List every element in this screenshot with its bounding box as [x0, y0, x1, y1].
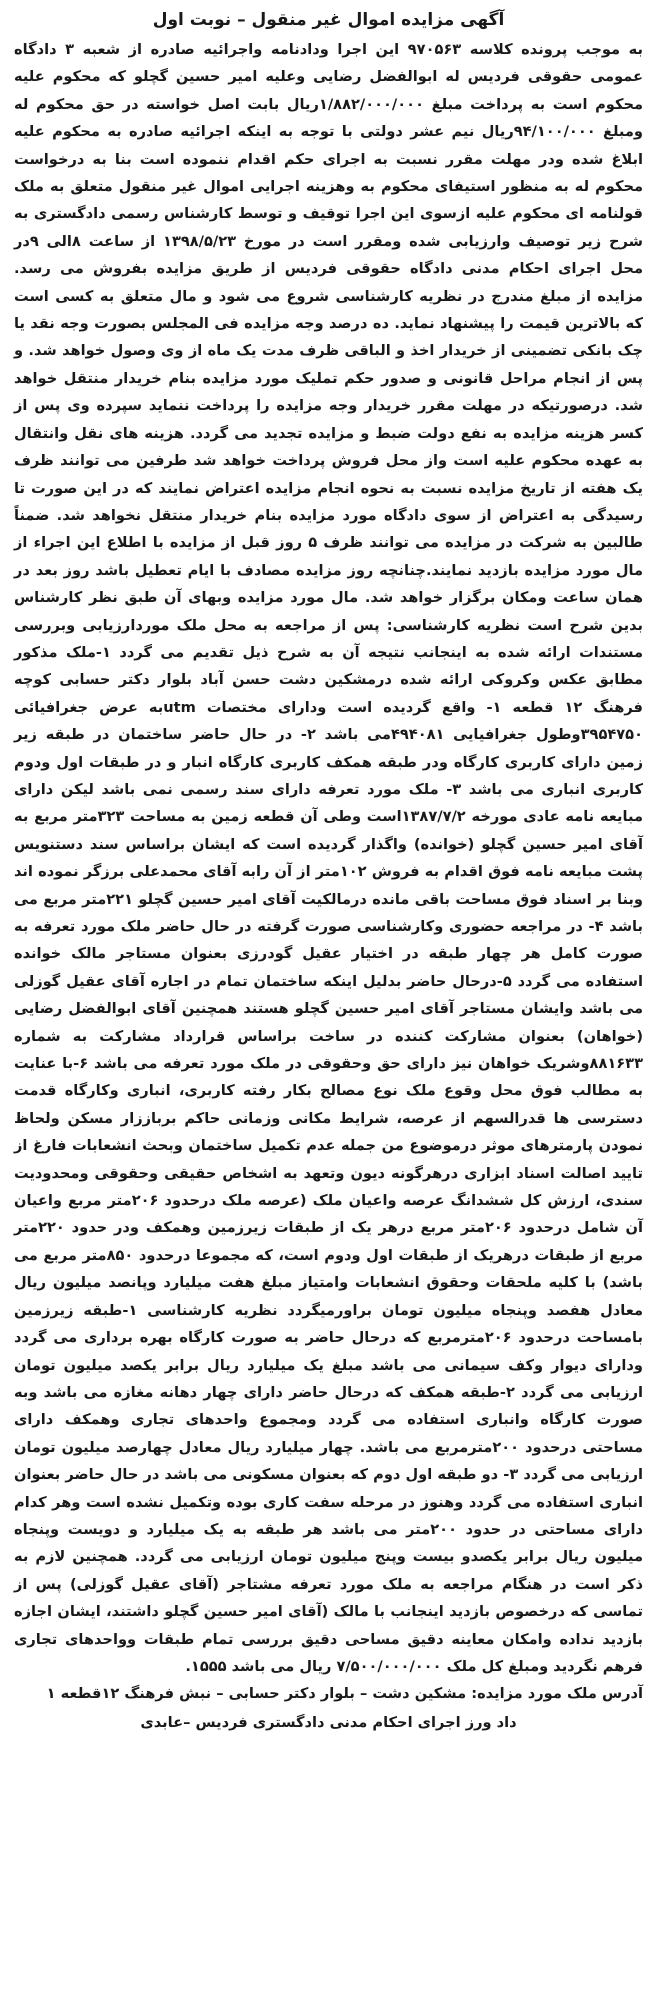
- notice-title: آگهی مزایده اموال غیر منقول – نوبت اول: [152, 10, 505, 30]
- notice-body: [14, 36, 643, 1680]
- notice-body-text: به موجب پرونده کلاسه ۹۷۰۵۶۳ این اجرا ودادنامه واجرائیه صادره از شعبه ۳ دادگاه عمومی حقوقی فردیس له ابوالفضل رضایی وعلیه امیر حسین گچلو که محکوم علیه محکوم است به پرداخت مبلغ ۱/۸۸۲/۰۰۰/۰۰۰ریال بابت اصل خواسته در حق محکوم له ومبلغ ۹۴/۱۰۰/۰۰۰ریال نیم عشر دولتی با توجه به اینکه اجرائیه صادره به محکوم علیه ابلاغ شده ودر مهلت مقرر نسبت به اجرای حکم اقدام ننموده است بنا به درخواست محکوم له به منظور استیفای محکوم به وهزینه اجرایی اموال غیر منقول متعلق به ملک قولنامه ای محکوم علیه ازسوی این اجرا توقیف و توسط کارشناس رسمی دادگستری به شرح زیر توصیف وارزیابی شده ومقرر است در مورخ ۱۳۹۸/۵/۲۳ از ساعت ۸الی ۹در محل اجرای احکام مدنی دادگاه حقوقی فردیس از طریق مزایده بفروش می رسد. مزایده از مبلغ مندرج در نظریه کارشناسی شروع می شود و مال متعلق به کسی است که بالاترین قیمت را پیشنهاد نماید. ده درصد وجه مزایده فی المجلس بصورت وجه نقد یا چک بانکی تضمینی از خریدار اخذ و الباقی ظرف مدت یک ماه از وی وصول خواهد شد. و پس از انجام مراحل قانونی و صدور حکم تملیک مورد مزایده بنام خریدار منتقل خواهد شد. درصورتیکه در مهلت مقرر خریدار وجه مزایده را پرداخت ننماید سپرده وی پس از کسر هزینه مزایده به نفع دولت ضبط و مزایده تجدید می گردد. هزینه های نقل وانتقال به عهده محکوم علیه است واز محل فروش پرداخت خواهد شد طرفین می توانند ظرف یک هفته از تاریخ مزایده نسبت به نحوه انجام مزایده اعتراض نمایند که در این صورت تا رسیدگی به اعتراض از سوی دادگاه مورد مزایده بنام خریدار منتقل نخواهد شد. ضمناً طالبین به شرکت در مزایده می توانند ظرف ۵ روز قبل از مزایده با اطلاع این اجراء از مال مورد مزایده بازدید نمایند.چنانچه روز مزایده مصادف با ایام تعطیل باشد روز بعد در همان ساعت ومکان برگزار خواهد شد. مال مورد مزایده وبهای آن طبق نظر کارشناس بدین شرح است نظریه کارشناسی: پس از مراجعه به محل ملک موردارزیابی وبررسی مستندات ارائه شده به اینجانب نتیجه آن به شرح ذیل تقدیم می گردد ۱-ملک مذکور مطابق عکس وکروکی ارائه شده درمشکین دشت حسن آباد بلوار دکتر حسابی کوچه فرهنگ ۱۲ قطعه ۱- واقع گردیده است ودارای مختصات utmبه عرض جغرافیائی ۳۹۵۴۷۵۰وطول جغرافیایی ۴۹۴۰۸۱می باشد ۲- در حال حاضر ساختمان در طبقه زیر زمین دارای کاربری کارگاه ودر طبقه همکف کاربری کارگاه انبار و در طبقات اول ودوم کاربری انباری می باشد ۳- ملک مورد تعرفه دارای سند رسمی نمی باشد لیکن دارای مبایعه نامه عادی مورخه ۱۳۸۷/۷/۲است وطی آن قطعه زمین به مساحت ۳۲۳متر مربع به آقای امیر حسین گچلو (خوانده) واگذار گردیده است که ایشان براساس سند دستنویس پشت مبایعه نامه فوق اقدام به فروش ۱۰۲متر از آن رابه آقای محمدعلی برزگر نموده اند وبنا بر اسناد فوق مساحت باقی مانده درمالکیت آقای امیر حسین گچلو ۲۲۱متر مربع می باشد ۴- در مراجعه حضوری وکارشناسی صورت گرفته در حال حاضر ملک مورد تعرفه به صورت کامل هر چهار طبقه در اختیار عقیل گودرزی بعنوان مستاجر مالک خوانده استفاده می گردد ۵-درحال حاضر بدلیل اینکه ساختمان تمام در اجاره آقای عقیل گوزلی می باشد وایشان مستاجر آقای امیر حسین گچلو هستند همچنین آقای ابوالفضل رضایی (خواهان) بعنوان مشارکت کننده در ساخت براساس قرارداد مشارکت به شماره ۸۸۱۶۳۳وشریک خواهان نیز دارای حق وحقوقی در ملک مورد تعرفه می باشد ۶-با عنایت به مطالب فوق محل وقوع ملک نوع مصالح بکار رفته کاربری، انباری وکارگاه قدمت دسترسی ها قدرالسهم از عرصه، شرایط مکانی وزمانی حاکم برباززار مسکن ولحاظ نمودن پارمترهای موثر درموضوع من جمله عدم تکمیل ساختمان وبحث انشعابات فارغ از تایید اصالت اسناد ابزاری درهرگونه دیون وتعهد به اشخاص حقیقی وحقوقی ومحدودیت سندی، ارزش کل ششدانگ عرصه واعیان ملک (عرصه ملک درحدود ۲۰۶متر مربع واعیان آن شامل درحدود ۲۰۶متر مربع درهر یک از طبقات زیرزمین وهمکف ودر حدود ۲۲۰متر مربع از طبقات درهریک از طبقات اول ودوم است، که مجموعا درحدود ۸۵۰متر مربع می باشد) با کلیه ملحقات وحقوق انشعابات وامتیاز مبلغ هفت میلیارد وپانصد میلیون ریال معادل هفصد وپنجاه میلیون تومان براورمیگردد نظریه کارشناسی ۱-طبقه زیرزمین بامساحت درحدود ۲۰۶مترمربع که درحال حاضر به صورت کارگاه بهره برداری می گردد ودارای دیوار وکف سیمانی می باشد مبلغ یک میلیارد ریال برابر یکصد میلیون تومان ارزیابی می گردد ۲-طبقه همکف که درحال حاضر دارای چهار دهانه مغازه می باشد وبه صورت کارگاه وانباری استفاده می گردد ومجموع واحدهای تجاری وهمکف دارای مساحتی درحدود ۲۰۰مترمربع می باشد. چهار میلیارد ریال معادل چهارصد میلیون تومان ارزیابی می گردد ۳- دو طبقه اول دوم که بعنوان مسکونی می باشد در حال حاضر بعنوان انباری استفاده می گردد وهنوز در مرحله سفت کاری بوده وتکمیل نشده است وهر کدام دارای مساحتی در حدود ۲۰۰متر می باشد هر طبقه به یک میلیارد و دویست وپنجاه میلیون ریال برابر یکصدو بیست وپنج میلیون تومان ارزیابی می گردد. همچنین لازم به ذکر است در هنگام مراجعه به ملک مورد تعرفه مشتاجر (آقای عقیل گوزلی) پس از تماسی که درخصوص بازدید اینجانب با مالک (آقای امیر حسین گچلو داشتند، ایشان اجازه بازدید نداده وامکان معاینه دقیق مساحی دقیق بررسی تمام طبقات وواحدهای تجاری فرهم نگردید ومبلغ کل ملک ۷/۵۰۰/۰۰۰/۰۰۰ ریال می باشد ۱۵۵۵.: [14, 41, 644, 1675]
- notice-signature: داد ورز اجرای احکام مدنی دادگستری فردیس –عابدی: [140, 1713, 517, 1731]
- property-address: آدرس ملک مورد مزایده: مشکین دشت – بلوار دکتر حسابی – نبش فرهنگ ۱۲قطعه ۱: [46, 1685, 643, 1703]
